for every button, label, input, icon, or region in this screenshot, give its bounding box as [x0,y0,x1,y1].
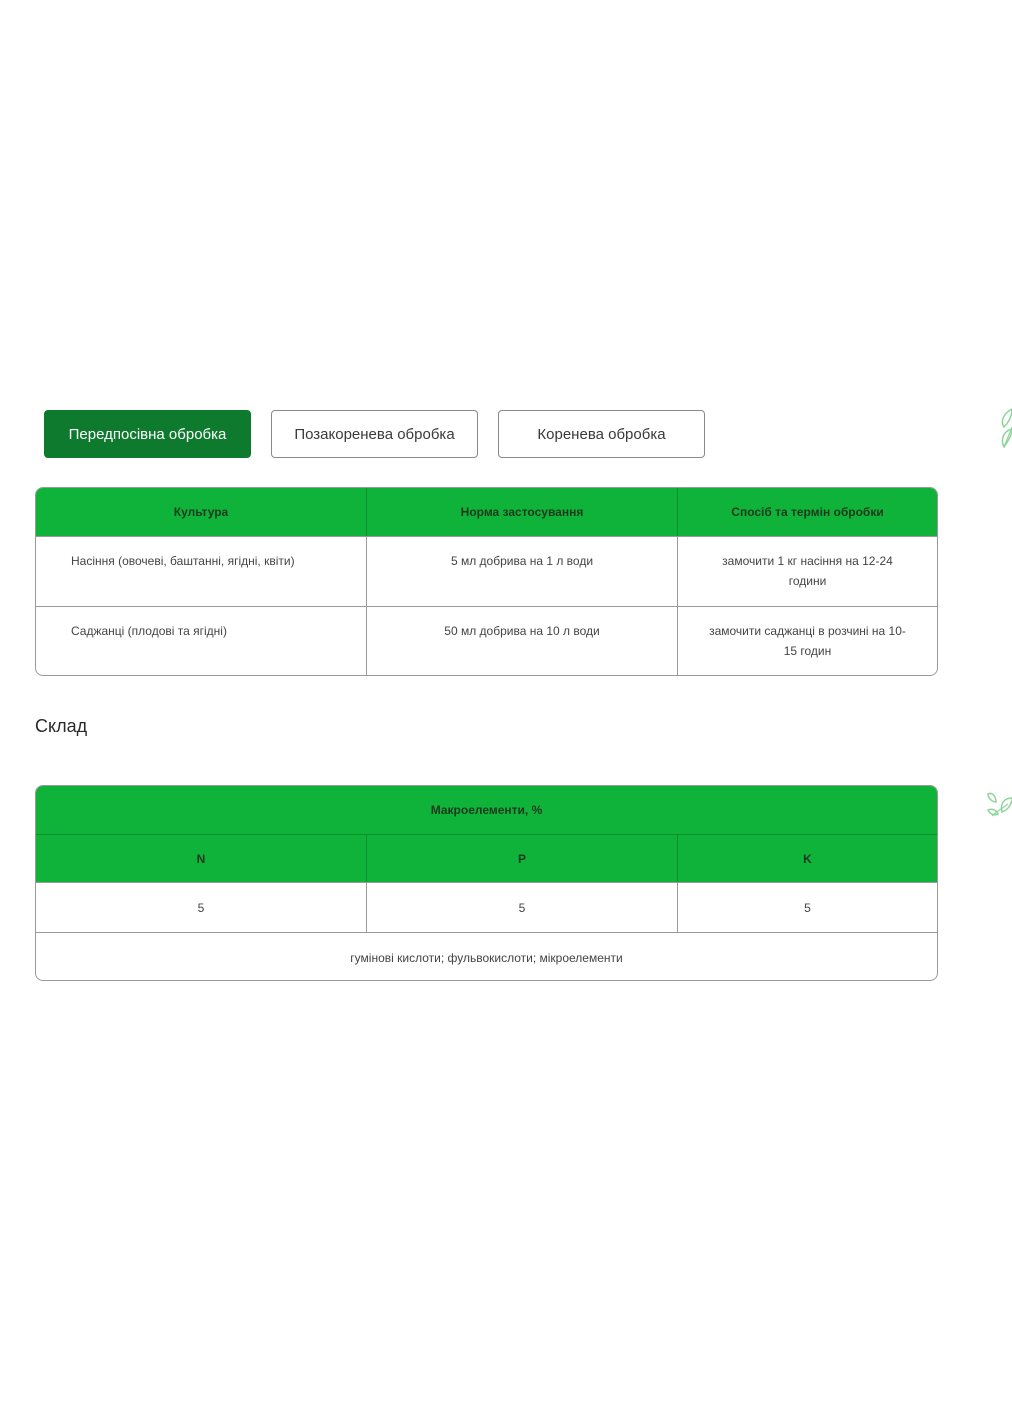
composition-title: Склад [35,716,88,736]
table-row [36,606,937,676]
composition-note: гумінові кислоти; фульвокислоти; мікроелементи [36,932,937,981]
usage-table [35,487,938,676]
leaf-icon [998,405,1012,453]
tab-foliar[interactable]: Позакоренева обробка [271,410,478,458]
composition-table-header [36,834,937,882]
cell-culture: Насіння (овочеві, баштанні, ягідні, квіти) [36,537,367,606]
table-row [36,882,937,932]
value-n: 5 [36,883,367,932]
value-k: 5 [804,900,811,915]
cell-method: замочити саджанці в розчині на 10-15 годин [709,624,906,658]
tab-root[interactable]: Коренева обробка [498,410,705,458]
cell-rate: 5 мл добрива на 1 л води [367,537,678,606]
cell-method: замочити 1 кг насіння на 12-24 години [722,554,893,588]
macro-header: Макроелементи, % [36,786,937,834]
header-k: K [803,851,812,866]
leaf-icon [986,788,1012,822]
header-n: N [36,835,367,882]
cell-rate: 50 мл добрива на 10 л води [367,607,678,676]
composition-table [35,785,938,981]
value-p: 5 [367,883,678,932]
header-culture: Культура [36,488,367,536]
usage-table-header [36,488,937,536]
tab-presowing[interactable]: Передпосівна обробка [44,410,251,458]
table-row [36,536,937,606]
cell-culture: Саджанці (плодові та ягідні) [36,607,367,676]
header-rate: Норма застосування [367,488,678,536]
header-p: P [367,835,678,882]
treatment-tabs [44,410,705,458]
header-method: Спосіб та термін обробки [731,505,884,519]
